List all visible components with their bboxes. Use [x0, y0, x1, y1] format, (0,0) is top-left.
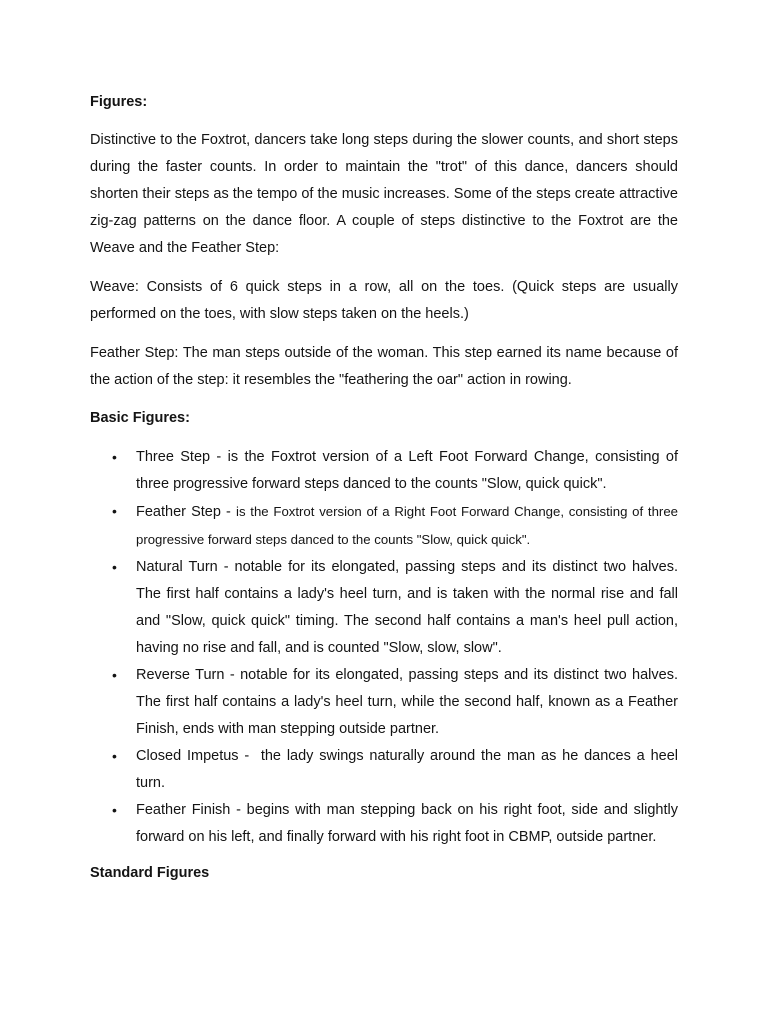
bullet-icon: •: [112, 802, 117, 818]
bullet-icon: •: [112, 503, 117, 519]
list-item: [90, 662, 678, 743]
list-item-text-continued: is the Foxtrot version of a Right Foot Forward Change, consisting of three progressive forward steps danced to the counts "Slow, quick quick".: [136, 504, 678, 547]
list-item-text: Natural Turn - notable for its elongated, passing steps and its distinct two halves. The first half contains a lady's heel turn, and is taken with the normal rise and fall and "Slow, quick quick" timing. The second half contains a man's heel pull action, having no rise and fall, and is counted "Slow, slow, slow".: [136, 559, 678, 656]
list-item: [90, 797, 678, 851]
list-item: [90, 743, 683, 797]
feather-step-paragraph: Feather Step: The man steps outside of the woman. This step earned its name because of the action of the step: it resembles the "feathering the oar" action in rowing.: [90, 345, 678, 388]
basic-figures-heading: Basic Figures:: [90, 410, 190, 426]
list-item: [90, 444, 678, 498]
list-item-text: Three Step - is the Foxtrot version of a Left Foot Forward Change, consisting of three progressive forward steps danced to the counts "Slow, quick quick".: [136, 449, 678, 492]
standard-figures-heading: Standard Figures: [90, 865, 210, 881]
bullet-icon: •: [112, 667, 117, 683]
list-item-text: Reverse Turn - notable for its elongated, passing steps and its distinct two halves. The first half contains a lady's heel turn, while the second half, known as a Feather Finish, ends with man stepping outside partner.: [136, 667, 678, 737]
bullet-icon: •: [112, 748, 117, 764]
list-item-text: Feather Finish - begins with man stepping back on his right foot, side and slightly forward on his left, and finally forward with his right foot in CBMP, outside partner.: [136, 802, 678, 845]
intro-paragraph: Distinctive to the Foxtrot, dancers take long steps during the slower counts, and short steps during the faster counts. In order to maintain the "trot" of this dance, dancers should shorten their steps as the tempo of the music increases. Some of the steps create attractive zig-zag patterns on the dance floor. A couple of steps distinctive to the Foxtrot are the Weave and the Feather Step:: [90, 132, 678, 256]
bullet-icon: •: [112, 449, 117, 465]
figures-heading: Figures:: [90, 94, 148, 110]
list-item: [90, 554, 678, 662]
bullet-icon: •: [112, 559, 117, 575]
list-item: [90, 498, 678, 554]
weave-paragraph: Weave: Consists of 6 quick steps in a row, all on the toes. (Quick steps are usually performed on the toes, with slow steps taken on the heels.): [90, 279, 678, 322]
basic-figures-list: [90, 444, 683, 851]
list-item-text: Feather Step -: [136, 504, 237, 520]
list-item-text: Closed Impetus - the lady swings naturally around the man as he dances a heel turn.: [136, 748, 683, 791]
